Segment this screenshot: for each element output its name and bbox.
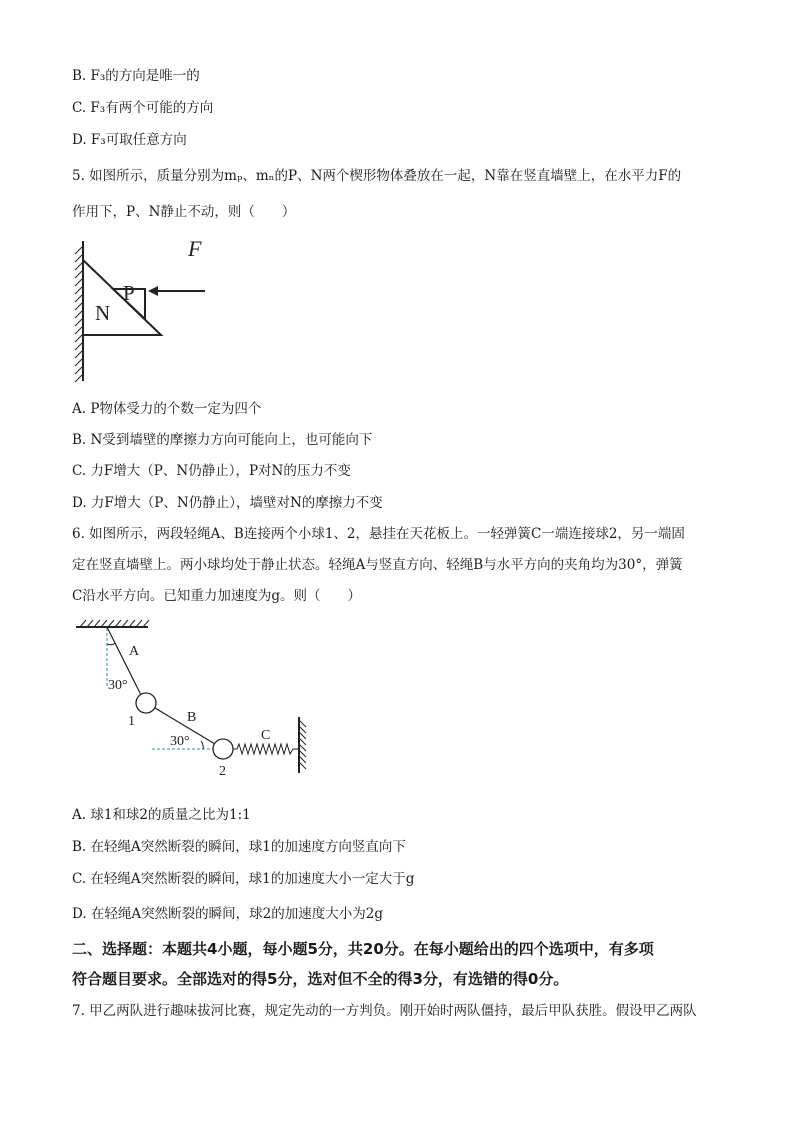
option-q5-d: D. 力F增大（P、N仍静止），墙壁对N的摩擦力不变	[72, 495, 383, 511]
question-6-stem-line3: C沿水平方向。已知重力加速度为g。则（ ）	[72, 588, 361, 604]
option-q6-d: D. 在轻绳A突然断裂的瞬间，球2的加速度大小为2g	[72, 906, 383, 922]
option-q4-b: B. F₃的方向是唯一的	[72, 68, 200, 84]
option-q5-c: C. 力F增大（P、N仍静止），P对N的压力不变	[72, 463, 351, 479]
section-2-heading-line1: 二、选择题：本题共4小题，每小题5分，共20分。在每小题给出的四个选项中，有多项	[72, 940, 654, 958]
option-q6-a: A. 球1和球2的质量之比为1:1	[72, 807, 251, 823]
option-q4-d: D. F₃可取任意方向	[72, 132, 187, 148]
option-q5-a: A. P物体受力的个数一定为四个	[72, 401, 262, 417]
question-5-stem-line2: 作用下，P、N静止不动，则（ ）	[72, 204, 296, 220]
label-a: A	[129, 644, 140, 659]
ball-2	[213, 739, 233, 759]
option-q6-c: C. 在轻绳A突然断裂的瞬间，球1的加速度大小一定大于g	[72, 871, 415, 887]
option-q5-b: B. N受到墙壁的摩擦力方向可能向上，也可能向下	[72, 432, 373, 448]
section-2-heading-line2: 符合题目要求。全部选对的得5分，选对但不全的得3分，有选错的得0分。	[72, 970, 569, 988]
label-angle-b: 30°	[170, 734, 190, 749]
label-c: C	[261, 728, 271, 743]
label-n: N	[95, 301, 111, 325]
label-b: B	[187, 710, 197, 725]
option-q6-b: B. 在轻绳A突然断裂的瞬间，球1的加速度方向竖直向下	[72, 839, 406, 855]
ball-1	[136, 693, 156, 713]
option-q4-c: C. F₃有两个可能的方向	[72, 100, 214, 116]
label-p: P	[123, 281, 135, 305]
question-7-stem-line1: 7. 甲乙两队进行趣味拔河比赛，规定先动的一方判负。刚开始时两队僵持，最后甲队获胜。假设甲乙两队	[72, 1003, 697, 1019]
figure-wedge-diagram	[64, 236, 224, 386]
label-f: F	[188, 236, 202, 261]
label-1: 1	[128, 714, 135, 729]
question-6-stem-line2: 定在竖直墙壁上。两小球均处于静止状态。轻绳A与竖直方向、轻绳B与水平方向的夹角均为30°，弹簧	[72, 557, 683, 573]
label-2: 2	[219, 764, 226, 779]
label-angle-a: 30°	[108, 678, 128, 693]
question-5-stem-line1: 5. 如图所示，质量分别为mₚ、mₙ的P、N两个楔形物体叠放在一起，N靠在竖直墙壁上，在水平力F的	[72, 168, 682, 184]
spring-c	[233, 744, 299, 754]
question-6-stem-line1: 6. 如图所示，两段轻绳A、B连接两个小球1、2，悬挂在天花板上。一轻弹簧C一端连接球2，另一端固	[72, 526, 685, 542]
figure-pendulum-spring	[70, 618, 320, 783]
